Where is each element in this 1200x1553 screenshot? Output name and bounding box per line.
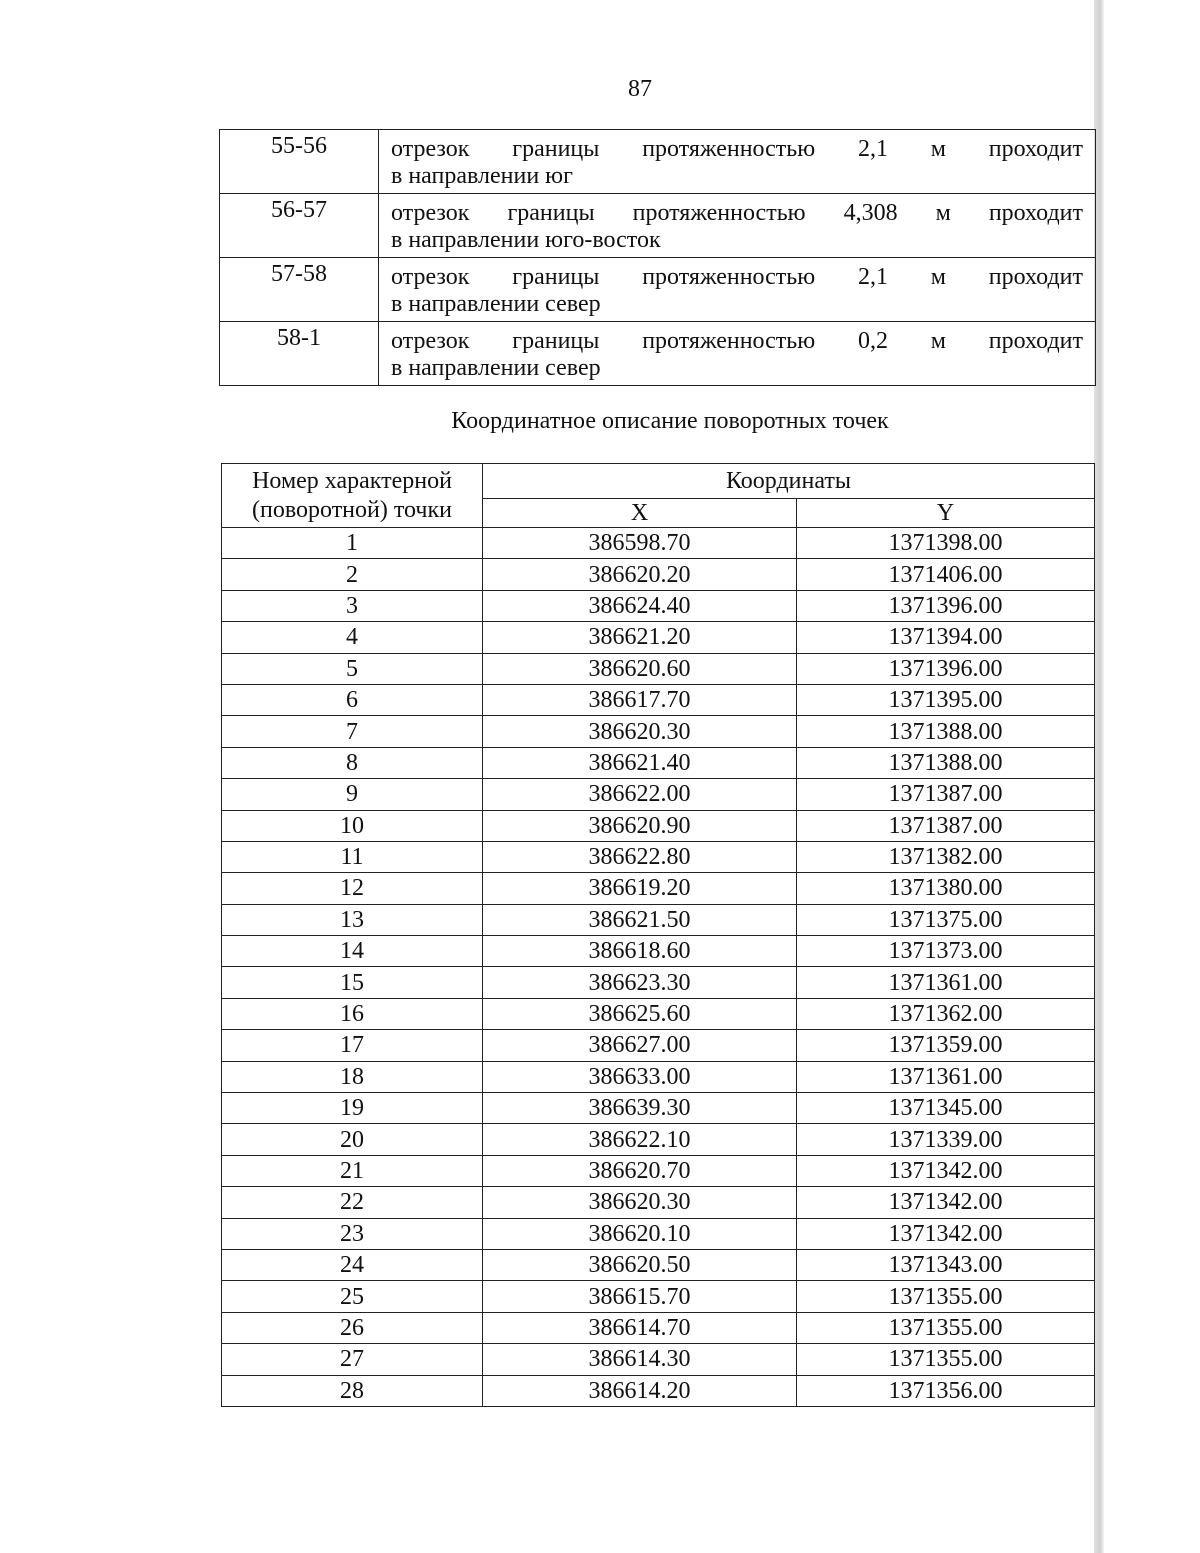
x-coordinate-cell: 386639.30 <box>483 1093 797 1124</box>
x-coordinate-cell: 386614.70 <box>483 1312 797 1343</box>
table-row <box>222 1030 1095 1061</box>
segment-word: проходит <box>988 328 1083 354</box>
y-coordinate-cell: 1371396.00 <box>797 653 1095 684</box>
segment-word: м <box>935 200 951 226</box>
point-number-cell: 28 <box>222 1375 483 1406</box>
segment-id: 55-56 <box>220 130 379 194</box>
y-coordinate-cell: 1371355.00 <box>797 1281 1095 1312</box>
point-number-cell: 12 <box>222 873 483 904</box>
x-coordinate-cell: 386625.60 <box>483 998 797 1029</box>
x-coordinate-cell: 386620.50 <box>483 1249 797 1280</box>
segment-word: отрезок <box>391 200 470 226</box>
coordinates-table-body <box>222 528 1095 1407</box>
y-coordinate-cell: 1371373.00 <box>797 936 1095 967</box>
point-number-cell: 26 <box>222 1312 483 1343</box>
point-number-cell: 20 <box>222 1124 483 1155</box>
point-number-cell: 14 <box>222 936 483 967</box>
segment-description <box>379 194 1096 258</box>
table-row <box>222 1281 1095 1312</box>
y-coordinate-cell: 1371398.00 <box>797 528 1095 559</box>
segment-row <box>220 130 1096 194</box>
segment-word: протяженностью <box>632 200 806 226</box>
x-coordinate-cell: 386620.10 <box>483 1218 797 1249</box>
point-number-cell: 23 <box>222 1218 483 1249</box>
segment-id: 56-57 <box>220 194 379 258</box>
y-coordinate-cell: 1371355.00 <box>797 1312 1095 1343</box>
header-point-line2: (поворотной) точки <box>252 496 452 523</box>
point-number-cell: 1 <box>222 528 483 559</box>
x-coordinate-cell: 386620.90 <box>483 810 797 841</box>
point-number-cell: 25 <box>222 1281 483 1312</box>
page-number: 87 <box>628 76 652 102</box>
table-row <box>222 998 1095 1029</box>
table-row <box>222 1249 1095 1280</box>
x-coordinate-cell: 386623.30 <box>483 967 797 998</box>
x-coordinate-cell: 386614.20 <box>483 1375 797 1406</box>
y-coordinate-cell: 1371406.00 <box>797 559 1095 590</box>
segments-table <box>219 129 1096 386</box>
segment-word: отрезок <box>391 264 470 290</box>
table-row <box>222 810 1095 841</box>
table-row <box>222 1218 1095 1249</box>
point-number-cell: 10 <box>222 810 483 841</box>
y-coordinate-cell: 1371355.00 <box>797 1344 1095 1375</box>
point-number-cell: 21 <box>222 1155 483 1186</box>
x-coordinate-cell: 386621.20 <box>483 622 797 653</box>
x-coordinate-cell: 386633.00 <box>483 1061 797 1092</box>
table-row <box>222 873 1095 904</box>
y-coordinate-cell: 1371395.00 <box>797 684 1095 715</box>
table-row <box>222 1061 1095 1092</box>
segments-table-body <box>220 130 1096 386</box>
x-coordinate-cell: 386620.60 <box>483 653 797 684</box>
segment-word: проходит <box>988 136 1083 162</box>
table-row <box>222 936 1095 967</box>
point-number-cell: 19 <box>222 1093 483 1124</box>
x-coordinate-cell: 386624.40 <box>483 590 797 621</box>
x-coordinate-cell: 386620.30 <box>483 716 797 747</box>
x-coordinate-cell: 386622.00 <box>483 779 797 810</box>
y-coordinate-cell: 1371356.00 <box>797 1375 1095 1406</box>
table-row <box>222 1344 1095 1375</box>
segment-word: 2,1 <box>857 136 888 162</box>
y-coordinate-cell: 1371382.00 <box>797 841 1095 872</box>
table-row <box>222 747 1095 778</box>
y-coordinate-cell: 1371388.00 <box>797 747 1095 778</box>
segment-direction: в направлении юг <box>391 163 573 189</box>
x-coordinate-cell: 386620.70 <box>483 1155 797 1186</box>
point-number-cell: 3 <box>222 590 483 621</box>
y-coordinate-cell: 1371342.00 <box>797 1155 1095 1186</box>
point-number-cell: 8 <box>222 747 483 778</box>
segment-word: границы <box>512 328 600 354</box>
y-coordinate-cell: 1371342.00 <box>797 1218 1095 1249</box>
segment-word: м <box>930 328 946 354</box>
table-row <box>222 684 1095 715</box>
x-coordinate-cell: 386622.10 <box>483 1124 797 1155</box>
segment-description-line <box>391 136 1083 163</box>
y-coordinate-cell: 1371387.00 <box>797 779 1095 810</box>
segment-id: 57-58 <box>220 258 379 322</box>
table-row <box>222 653 1095 684</box>
y-coordinate-cell: 1371345.00 <box>797 1093 1095 1124</box>
header-point-line1: Номер характерной <box>252 467 452 494</box>
point-number-cell: 24 <box>222 1249 483 1280</box>
y-coordinate-cell: 1371342.00 <box>797 1187 1095 1218</box>
y-coordinate-cell: 1371396.00 <box>797 590 1095 621</box>
table-row <box>222 841 1095 872</box>
section-title: Координатное описание поворотных точек <box>451 408 889 434</box>
segment-row <box>220 194 1096 258</box>
table-row <box>222 1155 1095 1186</box>
table-row <box>222 779 1095 810</box>
segment-word: отрезок <box>391 136 470 162</box>
point-number-cell: 15 <box>222 967 483 998</box>
point-number-cell: 17 <box>222 1030 483 1061</box>
y-coordinate-cell: 1371339.00 <box>797 1124 1095 1155</box>
point-number-cell: 13 <box>222 904 483 935</box>
y-coordinate-cell: 1371388.00 <box>797 716 1095 747</box>
x-coordinate-cell: 386621.50 <box>483 904 797 935</box>
coordinates-table <box>221 463 1095 1407</box>
point-number-cell: 18 <box>222 1061 483 1092</box>
x-coordinate-cell: 386627.00 <box>483 1030 797 1061</box>
segment-word: протяженностью <box>642 264 816 290</box>
table-row <box>222 1093 1095 1124</box>
point-number-cell: 11 <box>222 841 483 872</box>
segment-description <box>379 258 1096 322</box>
point-number-cell: 22 <box>222 1187 483 1218</box>
segment-description-line <box>391 200 1083 227</box>
table-row <box>222 904 1095 935</box>
table-row <box>222 1312 1095 1343</box>
table-row <box>222 1375 1095 1406</box>
segment-direction: в направлении юго-восток <box>391 227 661 253</box>
segment-description-line <box>391 264 1083 291</box>
segment-description <box>379 130 1096 194</box>
segment-word: проходит <box>988 200 1083 226</box>
segment-word: 4,308 <box>843 200 898 226</box>
segment-direction: в направлении север <box>391 291 601 317</box>
table-row <box>222 559 1095 590</box>
table-row <box>222 622 1095 653</box>
point-number-cell: 5 <box>222 653 483 684</box>
table-row <box>222 528 1095 559</box>
point-number-cell: 6 <box>222 684 483 715</box>
segment-id: 58-1 <box>220 322 379 386</box>
y-coordinate-cell: 1371359.00 <box>797 1030 1095 1061</box>
x-coordinate-cell: 386615.70 <box>483 1281 797 1312</box>
y-coordinate-cell: 1371380.00 <box>797 873 1095 904</box>
y-coordinate-cell: 1371362.00 <box>797 998 1095 1029</box>
segment-word: м <box>930 264 946 290</box>
x-coordinate-cell: 386622.80 <box>483 841 797 872</box>
coordinates-table-header <box>222 464 1095 528</box>
segment-word: м <box>930 136 946 162</box>
header-x: X <box>483 499 797 528</box>
segment-row <box>220 258 1096 322</box>
segment-direction: в направлении север <box>391 355 601 381</box>
y-coordinate-cell: 1371361.00 <box>797 967 1095 998</box>
segment-word: границы <box>512 264 600 290</box>
table-row <box>222 590 1095 621</box>
table-row <box>222 1187 1095 1218</box>
y-coordinate-cell: 1371387.00 <box>797 810 1095 841</box>
y-coordinate-cell: 1371375.00 <box>797 904 1095 935</box>
y-coordinate-cell: 1371394.00 <box>797 622 1095 653</box>
x-coordinate-cell: 386619.20 <box>483 873 797 904</box>
segment-word: границы <box>507 200 595 226</box>
segment-description-line <box>391 328 1083 355</box>
y-coordinate-cell: 1371361.00 <box>797 1061 1095 1092</box>
x-coordinate-cell: 386614.30 <box>483 1344 797 1375</box>
header-point-number <box>222 464 483 528</box>
x-coordinate-cell: 386598.70 <box>483 528 797 559</box>
x-coordinate-cell: 386618.60 <box>483 936 797 967</box>
segment-description <box>379 322 1096 386</box>
segment-word: 2,1 <box>857 264 888 290</box>
point-number-cell: 9 <box>222 779 483 810</box>
x-coordinate-cell: 386620.20 <box>483 559 797 590</box>
segment-row <box>220 322 1096 386</box>
table-row <box>222 716 1095 747</box>
segment-word: отрезок <box>391 328 470 354</box>
x-coordinate-cell: 386621.40 <box>483 747 797 778</box>
table-row <box>222 1124 1095 1155</box>
segment-word: протяженностью <box>642 136 816 162</box>
y-coordinate-cell: 1371343.00 <box>797 1249 1095 1280</box>
point-number-cell: 7 <box>222 716 483 747</box>
point-number-cell: 2 <box>222 559 483 590</box>
segment-word: протяженностью <box>642 328 816 354</box>
point-number-cell: 4 <box>222 622 483 653</box>
segment-word: границы <box>512 136 600 162</box>
table-row <box>222 967 1095 998</box>
segment-word: 0,2 <box>857 328 888 354</box>
header-coordinates: Координаты <box>483 464 1095 499</box>
x-coordinate-cell: 386620.30 <box>483 1187 797 1218</box>
header-y: Y <box>797 499 1095 528</box>
point-number-cell: 16 <box>222 998 483 1029</box>
x-coordinate-cell: 386617.70 <box>483 684 797 715</box>
point-number-cell: 27 <box>222 1344 483 1375</box>
header-row <box>222 464 1095 499</box>
segment-word: проходит <box>988 264 1083 290</box>
